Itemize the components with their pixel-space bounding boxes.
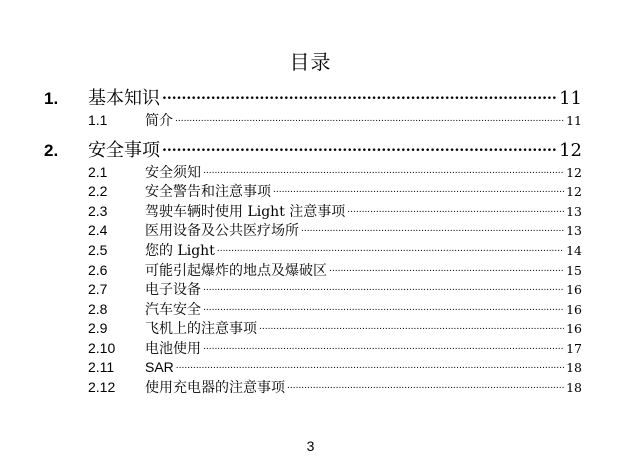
toc-item-2-12[interactable] bbox=[44, 377, 582, 397]
section-page: 12 bbox=[559, 139, 582, 161]
dot-leader bbox=[347, 202, 564, 216]
dot-leader bbox=[203, 339, 564, 353]
item-page: 18 bbox=[566, 380, 582, 396]
dot-leader bbox=[273, 182, 564, 196]
item-label: 电子设备 bbox=[145, 282, 201, 299]
item-number: 2.2 bbox=[88, 183, 108, 200]
toc-item-2-9[interactable] bbox=[44, 318, 582, 338]
dot-leader bbox=[176, 358, 564, 372]
page-number: 3 bbox=[306, 438, 315, 454]
item-label: 驾驶车辆时使用 Light 注意事项 bbox=[145, 203, 346, 220]
toc-item-2-8[interactable] bbox=[44, 299, 582, 319]
dot-leader bbox=[162, 84, 557, 104]
toc-item-2-5[interactable] bbox=[44, 240, 582, 260]
item-number: 2.9 bbox=[88, 320, 108, 337]
item-label: 简介 bbox=[145, 113, 173, 129]
item-page: 15 bbox=[566, 262, 582, 278]
toc-title: 目录 bbox=[289, 50, 332, 74]
item-number: 2.4 bbox=[88, 222, 108, 239]
table-of-contents bbox=[44, 84, 582, 397]
item-number: 2.8 bbox=[88, 300, 108, 317]
item-page: 12 bbox=[566, 164, 582, 180]
toc-item-2-3[interactable] bbox=[44, 201, 582, 221]
item-label: 电池使用 bbox=[145, 340, 201, 357]
item-page: 12 bbox=[566, 184, 582, 200]
dot-leader bbox=[203, 300, 564, 314]
item-label: 您的 Light bbox=[145, 242, 215, 259]
item-page: 11 bbox=[566, 113, 582, 128]
item-number: 2.3 bbox=[88, 202, 108, 219]
section-number: 1. bbox=[44, 89, 59, 108]
section-number: 2. bbox=[44, 140, 59, 160]
item-label: 飞机上的注意事项 bbox=[145, 321, 257, 338]
section-page: 11 bbox=[559, 88, 582, 109]
item-label: 汽车安全 bbox=[145, 301, 201, 318]
item-number: 2.1 bbox=[88, 163, 108, 180]
toc-item-2-1[interactable] bbox=[44, 162, 582, 182]
toc-section-1[interactable] bbox=[44, 84, 582, 110]
dot-leader bbox=[175, 111, 564, 125]
item-page: 16 bbox=[566, 282, 582, 298]
item-label: 安全警告和注意事项 bbox=[145, 184, 271, 201]
item-page: 13 bbox=[566, 203, 582, 219]
item-number: 2.12 bbox=[88, 379, 116, 396]
toc-section-2[interactable] bbox=[44, 136, 582, 162]
dot-leader bbox=[287, 378, 564, 392]
dot-leader bbox=[301, 221, 564, 235]
toc-item-2-4[interactable] bbox=[44, 220, 582, 240]
dot-leader bbox=[329, 261, 564, 275]
item-number: 2.5 bbox=[88, 241, 108, 258]
toc-item-2-11[interactable] bbox=[44, 358, 582, 378]
item-label: 使用充电器的注意事项 bbox=[145, 380, 285, 397]
item-number: 2.10 bbox=[88, 339, 116, 356]
toc-item-2-6[interactable] bbox=[44, 260, 582, 280]
section-label: 安全事项 bbox=[88, 139, 160, 161]
dot-leader bbox=[162, 136, 557, 156]
toc-item-2-7[interactable] bbox=[44, 279, 582, 299]
dot-leader bbox=[203, 280, 564, 294]
dot-leader bbox=[203, 163, 564, 177]
dot-leader bbox=[217, 241, 564, 255]
item-page: 18 bbox=[566, 359, 582, 375]
item-label: 可能引起爆炸的地点及爆破区 bbox=[145, 262, 327, 279]
item-page: 17 bbox=[566, 340, 582, 356]
item-label: 安全须知 bbox=[145, 164, 201, 181]
toc-item-1-1[interactable] bbox=[44, 110, 582, 130]
item-page: 13 bbox=[566, 223, 582, 239]
item-label: 医用设备及公共医疗场所 bbox=[145, 223, 299, 240]
item-number: 2.7 bbox=[88, 281, 108, 298]
item-number: 2.11 bbox=[88, 358, 115, 375]
item-number: 1.1 bbox=[88, 112, 108, 128]
item-page: 16 bbox=[566, 321, 582, 337]
dot-leader bbox=[259, 319, 564, 333]
section-label: 基本知识 bbox=[88, 88, 160, 109]
item-page: 14 bbox=[566, 242, 582, 258]
item-number: 2.6 bbox=[88, 261, 108, 278]
toc-item-2-2[interactable] bbox=[44, 181, 582, 201]
item-page: 16 bbox=[566, 301, 582, 317]
item-label: SAR bbox=[145, 358, 174, 375]
toc-item-2-10[interactable] bbox=[44, 338, 582, 358]
